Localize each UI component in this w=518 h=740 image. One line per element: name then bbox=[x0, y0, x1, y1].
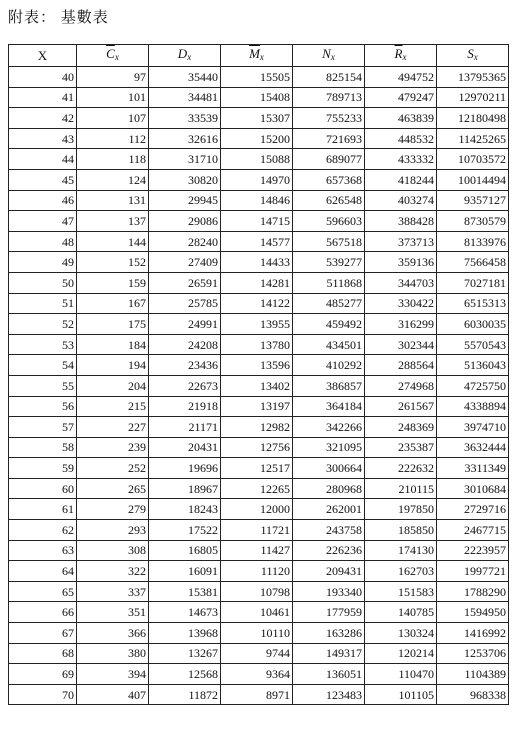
table-cell: 118 bbox=[77, 149, 149, 170]
table-cell: 32616 bbox=[149, 128, 221, 149]
table-cell: 20431 bbox=[149, 437, 221, 458]
table-cell: 1416992 bbox=[437, 623, 509, 644]
column-header-subscript: x bbox=[473, 52, 478, 62]
table-cell: 137 bbox=[77, 211, 149, 232]
table-cell: 2467715 bbox=[437, 520, 509, 541]
table-cell: 222632 bbox=[365, 458, 437, 479]
table-cell: 131 bbox=[77, 190, 149, 211]
table-row bbox=[9, 520, 509, 541]
table-cell: 210115 bbox=[365, 478, 437, 499]
table-cell: 15307 bbox=[221, 108, 293, 129]
table-cell: 7566458 bbox=[437, 252, 509, 273]
table-cell: 342266 bbox=[293, 417, 365, 438]
column-header-symbol: $\overline{C}$ bbox=[106, 46, 115, 61]
table-cell: 511868 bbox=[293, 272, 365, 293]
table-cell: 789713 bbox=[293, 87, 365, 108]
table-cell: 30820 bbox=[149, 169, 221, 190]
table-cell: 968338 bbox=[437, 684, 509, 705]
table-cell: 14673 bbox=[149, 602, 221, 623]
table-cell: 15408 bbox=[221, 87, 293, 108]
table-cell: 11872 bbox=[149, 684, 221, 705]
table-row bbox=[9, 355, 509, 376]
table-cell: 140785 bbox=[365, 602, 437, 623]
table-cell: 13197 bbox=[221, 396, 293, 417]
table-cell: 261567 bbox=[365, 396, 437, 417]
table-cell: 364184 bbox=[293, 396, 365, 417]
column-header-symbol: D bbox=[177, 46, 188, 61]
table-cell: 12756 bbox=[221, 437, 293, 458]
table-cell: 40 bbox=[9, 67, 77, 88]
table-cell: 16805 bbox=[149, 540, 221, 561]
table-cell: 9744 bbox=[221, 643, 293, 664]
column-header-symbol: $\overline{R}$ bbox=[394, 46, 403, 61]
table-cell: 70 bbox=[9, 684, 77, 705]
column-header-6 bbox=[437, 45, 509, 67]
table-cell: 403274 bbox=[365, 190, 437, 211]
table-row bbox=[9, 149, 509, 170]
table-cell: 280968 bbox=[293, 478, 365, 499]
table-cell: 62 bbox=[9, 520, 77, 541]
table-cell: 53 bbox=[9, 334, 77, 355]
table-cell: 539277 bbox=[293, 252, 365, 273]
table-cell: 227 bbox=[77, 417, 149, 438]
table-cell: 27409 bbox=[149, 252, 221, 273]
column-header-symbol: S bbox=[467, 46, 474, 61]
table-cell: 22673 bbox=[149, 375, 221, 396]
column-header-2 bbox=[149, 45, 221, 67]
table-cell: 239 bbox=[77, 437, 149, 458]
table-cell: 7027181 bbox=[437, 272, 509, 293]
table-cell: 41 bbox=[9, 87, 77, 108]
table-cell: 15505 bbox=[221, 67, 293, 88]
table-cell: 448532 bbox=[365, 128, 437, 149]
table-cell: 434501 bbox=[293, 334, 365, 355]
table-cell: 19696 bbox=[149, 458, 221, 479]
table-cell: 112 bbox=[77, 128, 149, 149]
table-cell: 9357127 bbox=[437, 190, 509, 211]
table-cell: 4338894 bbox=[437, 396, 509, 417]
table-cell: 243758 bbox=[293, 520, 365, 541]
table-cell: 167 bbox=[77, 293, 149, 314]
table-cell: 293 bbox=[77, 520, 149, 541]
table-cell: 184 bbox=[77, 334, 149, 355]
table-cell: 626548 bbox=[293, 190, 365, 211]
table-cell: 235387 bbox=[365, 437, 437, 458]
table-cell: 25785 bbox=[149, 293, 221, 314]
table-cell: 13780 bbox=[221, 334, 293, 355]
table-row bbox=[9, 664, 509, 685]
table-row bbox=[9, 293, 509, 314]
table-cell: 152 bbox=[77, 252, 149, 273]
table-cell: 494752 bbox=[365, 67, 437, 88]
table-cell: 51 bbox=[9, 293, 77, 314]
table-row bbox=[9, 684, 509, 705]
table-row bbox=[9, 87, 509, 108]
table-cell: 42 bbox=[9, 108, 77, 129]
table-cell: 12517 bbox=[221, 458, 293, 479]
column-header-1 bbox=[77, 45, 149, 67]
table-cell: 5136043 bbox=[437, 355, 509, 376]
table-cell: 144 bbox=[77, 231, 149, 252]
table-cell: 14715 bbox=[221, 211, 293, 232]
table-cell: 215 bbox=[77, 396, 149, 417]
table-cell: 18967 bbox=[149, 478, 221, 499]
table-cell: 10703572 bbox=[437, 149, 509, 170]
table-cell: 11721 bbox=[221, 520, 293, 541]
table-cell: 29945 bbox=[149, 190, 221, 211]
table-cell: 10014494 bbox=[437, 169, 509, 190]
table-cell: 11120 bbox=[221, 561, 293, 582]
table-cell: 59 bbox=[9, 458, 77, 479]
table-cell: 14846 bbox=[221, 190, 293, 211]
table-cell: 162703 bbox=[365, 561, 437, 582]
table-cell: 15088 bbox=[221, 149, 293, 170]
table-cell: 485277 bbox=[293, 293, 365, 314]
table-cell: 64 bbox=[9, 561, 77, 582]
table-cell: 1104389 bbox=[437, 664, 509, 685]
table-cell: 14577 bbox=[221, 231, 293, 252]
table-cell: 15200 bbox=[221, 128, 293, 149]
table-cell: 4725750 bbox=[437, 375, 509, 396]
column-header-4 bbox=[293, 45, 365, 67]
table-cell: 1997721 bbox=[437, 561, 509, 582]
table-cell: 151583 bbox=[365, 581, 437, 602]
table-cell: 16091 bbox=[149, 561, 221, 582]
table-row bbox=[9, 623, 509, 644]
table-cell: 463839 bbox=[365, 108, 437, 129]
table-cell: 8971 bbox=[221, 684, 293, 705]
table-cell: 6515313 bbox=[437, 293, 509, 314]
table-cell: 48 bbox=[9, 231, 77, 252]
table-cell: 49 bbox=[9, 252, 77, 273]
table-cell: 300664 bbox=[293, 458, 365, 479]
table-cell: 97 bbox=[77, 67, 149, 88]
column-header-subscript: x bbox=[114, 52, 119, 62]
table-cell: 17522 bbox=[149, 520, 221, 541]
table-row bbox=[9, 602, 509, 623]
table-cell: 330422 bbox=[365, 293, 437, 314]
table-row bbox=[9, 231, 509, 252]
table-cell: 65 bbox=[9, 581, 77, 602]
table-cell: 321095 bbox=[293, 437, 365, 458]
table-row bbox=[9, 169, 509, 190]
table-cell: 124 bbox=[77, 169, 149, 190]
table-row bbox=[9, 561, 509, 582]
table-cell: 197850 bbox=[365, 499, 437, 520]
table-row bbox=[9, 417, 509, 438]
table-cell: 322 bbox=[77, 561, 149, 582]
column-header-subscript: x bbox=[187, 52, 192, 62]
table-cell: 1594950 bbox=[437, 602, 509, 623]
table-cell: 33539 bbox=[149, 108, 221, 129]
table-cell: 58 bbox=[9, 437, 77, 458]
table-cell: 3974710 bbox=[437, 417, 509, 438]
table-cell: 479247 bbox=[365, 87, 437, 108]
table-cell: 316299 bbox=[365, 314, 437, 335]
table-row bbox=[9, 437, 509, 458]
table-cell: 8133976 bbox=[437, 231, 509, 252]
table-cell: 15381 bbox=[149, 581, 221, 602]
table-row bbox=[9, 499, 509, 520]
table-cell: 8730579 bbox=[437, 211, 509, 232]
table-cell: 14122 bbox=[221, 293, 293, 314]
table-row bbox=[9, 396, 509, 417]
table-cell: 459492 bbox=[293, 314, 365, 335]
table-cell: 9364 bbox=[221, 664, 293, 685]
table-cell: 388428 bbox=[365, 211, 437, 232]
table-cell: 54 bbox=[9, 355, 77, 376]
table-cell: 57 bbox=[9, 417, 77, 438]
table-cell: 689077 bbox=[293, 149, 365, 170]
table-cell: 26591 bbox=[149, 272, 221, 293]
table-cell: 47 bbox=[9, 211, 77, 232]
table-cell: 6030035 bbox=[437, 314, 509, 335]
table-cell: 34481 bbox=[149, 87, 221, 108]
table-cell: 567518 bbox=[293, 231, 365, 252]
table-cell: 56 bbox=[9, 396, 77, 417]
table-cell: 13267 bbox=[149, 643, 221, 664]
table-cell: 2223957 bbox=[437, 540, 509, 561]
table-cell: 596603 bbox=[293, 211, 365, 232]
table-cell: 13955 bbox=[221, 314, 293, 335]
table-cell: 2729716 bbox=[437, 499, 509, 520]
column-header-subscript: x bbox=[402, 52, 407, 62]
table-cell: 130324 bbox=[365, 623, 437, 644]
table-cell: 163286 bbox=[293, 623, 365, 644]
table-cell: 61 bbox=[9, 499, 77, 520]
table-cell: 68 bbox=[9, 643, 77, 664]
table-cell: 11425265 bbox=[437, 128, 509, 149]
table-cell: 11427 bbox=[221, 540, 293, 561]
column-header-symbol: $\overline{M}$ bbox=[249, 46, 260, 61]
table-cell: 265 bbox=[77, 478, 149, 499]
table-cell: 359136 bbox=[365, 252, 437, 273]
table-cell: 29086 bbox=[149, 211, 221, 232]
table-cell: 18243 bbox=[149, 499, 221, 520]
table-body bbox=[9, 67, 509, 705]
table-cell: 14433 bbox=[221, 252, 293, 273]
table-cell: 101 bbox=[77, 87, 149, 108]
table-header bbox=[9, 45, 509, 67]
table-cell: 44 bbox=[9, 149, 77, 170]
table-cell: 50 bbox=[9, 272, 77, 293]
table-cell: 10461 bbox=[221, 602, 293, 623]
table-cell: 52 bbox=[9, 314, 77, 335]
table-cell: 308 bbox=[77, 540, 149, 561]
table-cell: 12970211 bbox=[437, 87, 509, 108]
table-cell: 24208 bbox=[149, 334, 221, 355]
table-cell: 14281 bbox=[221, 272, 293, 293]
table-cell: 433332 bbox=[365, 149, 437, 170]
column-header-5 bbox=[365, 45, 437, 67]
table-cell: 279 bbox=[77, 499, 149, 520]
table-cell: 407 bbox=[77, 684, 149, 705]
table-cell: 386857 bbox=[293, 375, 365, 396]
table-cell: 12180498 bbox=[437, 108, 509, 129]
column-header-symbol: X bbox=[37, 47, 48, 63]
table-row bbox=[9, 458, 509, 479]
column-header-subscript: x bbox=[330, 52, 335, 62]
table-cell: 302344 bbox=[365, 334, 437, 355]
column-header-3 bbox=[221, 45, 293, 67]
table-cell: 288564 bbox=[365, 355, 437, 376]
table-row bbox=[9, 581, 509, 602]
table-cell: 380 bbox=[77, 643, 149, 664]
table-cell: 3632444 bbox=[437, 437, 509, 458]
table-row bbox=[9, 128, 509, 149]
table-cell: 209431 bbox=[293, 561, 365, 582]
table-cell: 21918 bbox=[149, 396, 221, 417]
header-row bbox=[9, 45, 509, 67]
table-cell: 177959 bbox=[293, 602, 365, 623]
table-cell: 13968 bbox=[149, 623, 221, 644]
table-cell: 755233 bbox=[293, 108, 365, 129]
table-cell: 14970 bbox=[221, 169, 293, 190]
table-cell: 110470 bbox=[365, 664, 437, 685]
table-row bbox=[9, 314, 509, 335]
table-row bbox=[9, 375, 509, 396]
table-cell: 3311349 bbox=[437, 458, 509, 479]
table-cell: 12568 bbox=[149, 664, 221, 685]
table-cell: 262001 bbox=[293, 499, 365, 520]
table-cell: 193340 bbox=[293, 581, 365, 602]
table-cell: 366 bbox=[77, 623, 149, 644]
table-cell: 159 bbox=[77, 272, 149, 293]
table-cell: 13402 bbox=[221, 375, 293, 396]
table-cell: 21171 bbox=[149, 417, 221, 438]
table-cell: 174130 bbox=[365, 540, 437, 561]
table-cell: 657368 bbox=[293, 169, 365, 190]
table-row bbox=[9, 540, 509, 561]
column-header-symbol: N bbox=[322, 46, 331, 61]
table-cell: 226236 bbox=[293, 540, 365, 561]
table-cell: 721693 bbox=[293, 128, 365, 149]
table-cell: 410292 bbox=[293, 355, 365, 376]
table-cell: 204 bbox=[77, 375, 149, 396]
table-row bbox=[9, 272, 509, 293]
table-cell: 1253706 bbox=[437, 643, 509, 664]
table-row bbox=[9, 190, 509, 211]
table-cell: 12265 bbox=[221, 478, 293, 499]
table-row bbox=[9, 478, 509, 499]
table-cell: 344703 bbox=[365, 272, 437, 293]
table-cell: 13795365 bbox=[437, 67, 509, 88]
table-cell: 66 bbox=[9, 602, 77, 623]
table-cell: 10110 bbox=[221, 623, 293, 644]
table-cell: 175 bbox=[77, 314, 149, 335]
table-cell: 149317 bbox=[293, 643, 365, 664]
table-cell: 67 bbox=[9, 623, 77, 644]
table-row bbox=[9, 643, 509, 664]
table-cell: 31710 bbox=[149, 149, 221, 170]
table-cell: 35440 bbox=[149, 67, 221, 88]
table-cell: 248369 bbox=[365, 417, 437, 438]
table-cell: 60 bbox=[9, 478, 77, 499]
table-cell: 825154 bbox=[293, 67, 365, 88]
table-cell: 351 bbox=[77, 602, 149, 623]
table-row bbox=[9, 67, 509, 88]
table-cell: 28240 bbox=[149, 231, 221, 252]
table-cell: 394 bbox=[77, 664, 149, 685]
table-cell: 101105 bbox=[365, 684, 437, 705]
table-cell: 136051 bbox=[293, 664, 365, 685]
table-cell: 123483 bbox=[293, 684, 365, 705]
table-cell: 194 bbox=[77, 355, 149, 376]
table-cell: 13596 bbox=[221, 355, 293, 376]
table-row bbox=[9, 334, 509, 355]
table-cell: 107 bbox=[77, 108, 149, 129]
column-header-subscript: x bbox=[259, 52, 264, 62]
table-cell: 12000 bbox=[221, 499, 293, 520]
table-cell: 274968 bbox=[365, 375, 437, 396]
table-cell: 10798 bbox=[221, 581, 293, 602]
table-cell: 252 bbox=[77, 458, 149, 479]
table-cell: 337 bbox=[77, 581, 149, 602]
table-cell: 12982 bbox=[221, 417, 293, 438]
table-cell: 5570543 bbox=[437, 334, 509, 355]
table-cell: 43 bbox=[9, 128, 77, 149]
table-cell: 23436 bbox=[149, 355, 221, 376]
table-cell: 24991 bbox=[149, 314, 221, 335]
table-row bbox=[9, 108, 509, 129]
table-cell: 69 bbox=[9, 664, 77, 685]
table-cell: 120214 bbox=[365, 643, 437, 664]
table-cell: 55 bbox=[9, 375, 77, 396]
page-title: 附表： 基數表 bbox=[8, 10, 109, 26]
table-cell: 418244 bbox=[365, 169, 437, 190]
table-cell: 373713 bbox=[365, 231, 437, 252]
table-cell: 185850 bbox=[365, 520, 437, 541]
column-header-0 bbox=[9, 45, 77, 67]
table-cell: 3010684 bbox=[437, 478, 509, 499]
table-cell: 46 bbox=[9, 190, 77, 211]
table-row bbox=[9, 211, 509, 232]
table-row bbox=[9, 252, 509, 273]
table-cell: 1788290 bbox=[437, 581, 509, 602]
table-cell: 45 bbox=[9, 169, 77, 190]
commutation-table bbox=[8, 44, 509, 705]
table-cell: 63 bbox=[9, 540, 77, 561]
